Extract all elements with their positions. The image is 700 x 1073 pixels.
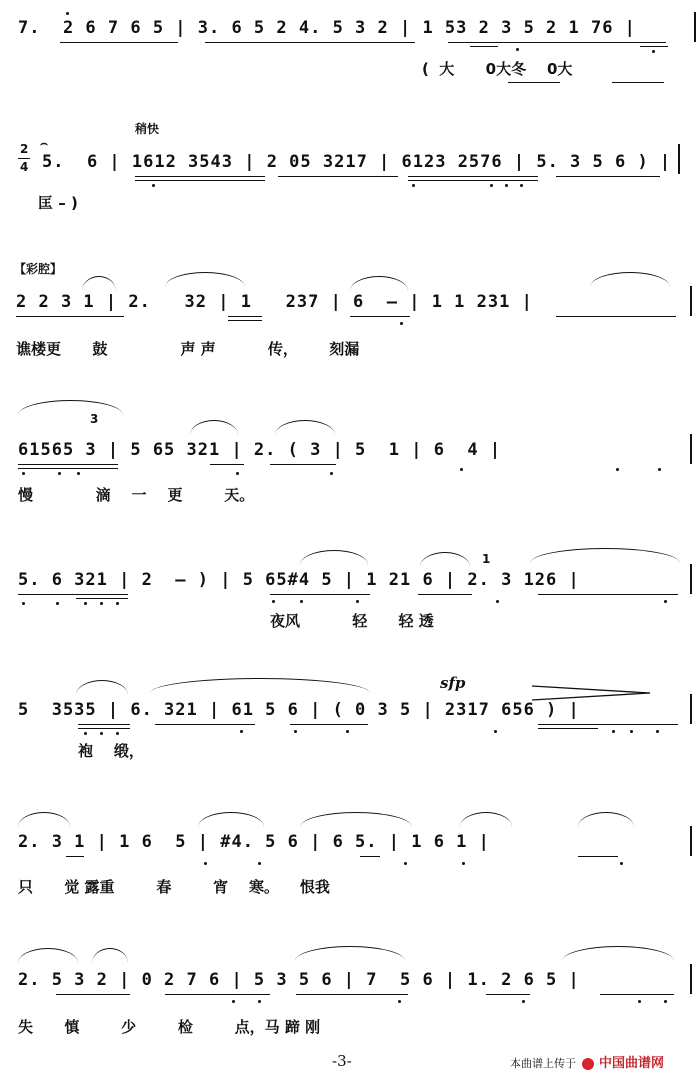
time-signature-bottom: 4 <box>20 160 29 174</box>
lyrics-6: 袍 缎， <box>78 742 144 760</box>
slur <box>578 812 634 827</box>
slur <box>18 812 70 827</box>
beam <box>360 856 380 857</box>
beam <box>278 176 398 177</box>
low-dot <box>272 600 275 603</box>
beam <box>640 46 668 47</box>
beam <box>165 994 270 995</box>
beam <box>78 724 130 725</box>
low-dot <box>516 48 519 51</box>
barline <box>690 286 692 316</box>
notes-8: 2. 5 3 2 | 0 2 7 6 | 5 3 5 6 | 7 5 6 | 1. 2 6 5 | <box>18 970 580 990</box>
low-dot <box>638 1000 641 1003</box>
low-dot <box>664 1000 667 1003</box>
beam <box>538 594 678 595</box>
low-dot <box>22 602 25 605</box>
low-dot <box>496 600 499 603</box>
lyrics-5: 夜风 轻 轻 透 <box>270 612 434 630</box>
barline <box>690 964 692 994</box>
slur <box>165 272 245 287</box>
low-dot <box>462 862 465 865</box>
low-dot <box>630 730 633 733</box>
beam <box>66 856 84 857</box>
beam <box>18 594 128 595</box>
beam <box>205 42 415 43</box>
notes-5: 5. 6 321 | 2 – ) | 5 65#4 5 | 1 21 6 | 2. 3 126 | <box>18 570 580 590</box>
lyrics-4: 慢 滴 一 更 天。 <box>18 486 255 504</box>
lyrics-7: 只 觉 露重 春 宵 寒。 恨我 <box>18 878 330 896</box>
beam <box>538 728 598 729</box>
percussion-1: ( 大 0大冬 0大 <box>422 60 573 78</box>
low-dot <box>300 600 303 603</box>
low-dot <box>398 1000 401 1003</box>
slur <box>530 548 680 563</box>
slur <box>92 948 128 963</box>
slur <box>76 680 128 695</box>
slur <box>562 946 674 961</box>
beam <box>210 464 244 465</box>
beam <box>155 724 255 725</box>
low-dot <box>84 732 87 735</box>
low-dot <box>522 1000 525 1003</box>
section-label: 【彩腔】 <box>14 262 63 276</box>
low-dot <box>656 730 659 733</box>
beam <box>270 594 370 595</box>
low-dot <box>84 602 87 605</box>
beam <box>556 316 676 317</box>
beam <box>16 316 124 317</box>
barline <box>678 144 680 174</box>
slur <box>275 420 335 435</box>
beam <box>508 82 560 83</box>
low-dot <box>116 602 119 605</box>
slur <box>18 400 123 415</box>
low-dot <box>652 50 655 53</box>
low-dot <box>620 862 623 865</box>
site-logo-icon <box>582 1058 594 1070</box>
low-dot <box>258 862 261 865</box>
time-signature-top: 2 <box>20 142 29 156</box>
low-dot <box>77 472 80 475</box>
low-dot <box>232 1000 235 1003</box>
beam <box>470 46 498 47</box>
beam <box>486 994 530 995</box>
low-dot <box>520 184 523 187</box>
low-dot <box>100 732 103 735</box>
low-dot <box>404 862 407 865</box>
low-dot <box>204 862 207 865</box>
low-dot <box>330 472 333 475</box>
low-dot <box>240 730 243 733</box>
slur <box>150 678 370 693</box>
notes-4: 61565 3 | 5 65 321 | 2. ( 3 | 5 1 | 6 4 | <box>18 440 502 460</box>
tempo-marking: 稍快 <box>135 122 160 136</box>
low-dot <box>616 468 619 471</box>
notes-6: 5 3535 | 6. 321 | 61 5 6 | ( 0 3 5 | 2317 656 ) | <box>18 700 580 720</box>
barline <box>690 564 692 594</box>
beam <box>600 994 674 995</box>
slur <box>350 276 408 291</box>
slur <box>590 272 670 287</box>
beam <box>408 180 538 181</box>
slur <box>18 948 78 963</box>
slur <box>295 946 405 961</box>
beam <box>578 856 618 857</box>
upload-note <box>510 1052 664 1071</box>
slur <box>460 812 512 827</box>
lyrics-3: 谯楼更 鼓 声 声 传， 刻漏 <box>16 340 360 358</box>
barline <box>690 434 692 464</box>
low-dot <box>346 730 349 733</box>
beam <box>228 316 262 317</box>
low-dot <box>412 184 415 187</box>
low-dot <box>22 472 25 475</box>
beam <box>18 464 118 465</box>
beam <box>612 82 664 83</box>
beam <box>448 42 666 43</box>
slur <box>300 550 368 565</box>
slur <box>420 552 470 567</box>
beam <box>418 594 472 595</box>
low-dot <box>258 1000 261 1003</box>
beam <box>228 320 262 321</box>
triplet-mark: 3 <box>90 412 99 426</box>
beam <box>135 180 265 181</box>
slur <box>198 812 264 827</box>
low-dot <box>152 184 155 187</box>
low-dot <box>100 602 103 605</box>
notes-2: 5. 6 | 1612 3543 | 2 05 3217 | 6123 2576 | 5. 3 5 6 ) | <box>42 152 672 172</box>
beam <box>296 994 408 995</box>
fermata: ⌢ <box>40 136 48 150</box>
notes-7: 2. 3 1 | 1 6 5 | #4. 5 6 | 6 5. | 1 6 1 | <box>18 832 490 852</box>
low-dot <box>460 468 463 471</box>
beam <box>18 468 118 469</box>
low-dot <box>58 472 61 475</box>
low-dot <box>664 600 667 603</box>
beam <box>408 176 538 177</box>
beam <box>350 316 410 317</box>
upload-note-text: 本曲谱上传于 <box>510 1057 576 1070</box>
barline <box>690 694 692 724</box>
dynamic-marking: sfp <box>440 674 466 692</box>
beam <box>78 728 130 729</box>
beam <box>60 42 178 43</box>
low-dot <box>505 184 508 187</box>
notes-3: 2 2 3 1 | 2. 32 | 1 237 | 6 – | 1 1 231 | <box>16 292 533 312</box>
grace-note: 1 <box>482 552 491 566</box>
page-number: -3- <box>332 1052 352 1070</box>
slur <box>190 420 238 435</box>
beam <box>76 598 128 599</box>
beam <box>538 724 678 725</box>
slur <box>300 812 412 827</box>
low-dot <box>236 472 239 475</box>
low-dot <box>356 600 359 603</box>
slur <box>82 276 116 291</box>
beam <box>270 464 336 465</box>
barline <box>694 12 696 42</box>
low-dot <box>494 730 497 733</box>
low-dot <box>400 322 403 325</box>
octave-dot <box>66 12 69 15</box>
barline <box>690 826 692 856</box>
lyrics-8: 失 慎 少 检 点，马 蹄 刚 <box>18 1018 321 1036</box>
low-dot <box>294 730 297 733</box>
low-dot <box>116 732 119 735</box>
low-dot <box>612 730 615 733</box>
low-dot <box>56 602 59 605</box>
notes-1: 7. 2 6 7 6 5 | 3. 6 5 2 4. 5 3 2 | 1 53 2 3 5 2 1 76 | <box>18 18 636 38</box>
percussion-2: 匡 – ) <box>38 194 78 212</box>
beam <box>56 994 130 995</box>
beam <box>556 176 660 177</box>
site-name: 中国曲谱网 <box>599 1056 665 1071</box>
beam <box>290 724 368 725</box>
low-dot <box>658 468 661 471</box>
beam <box>135 176 265 177</box>
low-dot <box>490 184 493 187</box>
